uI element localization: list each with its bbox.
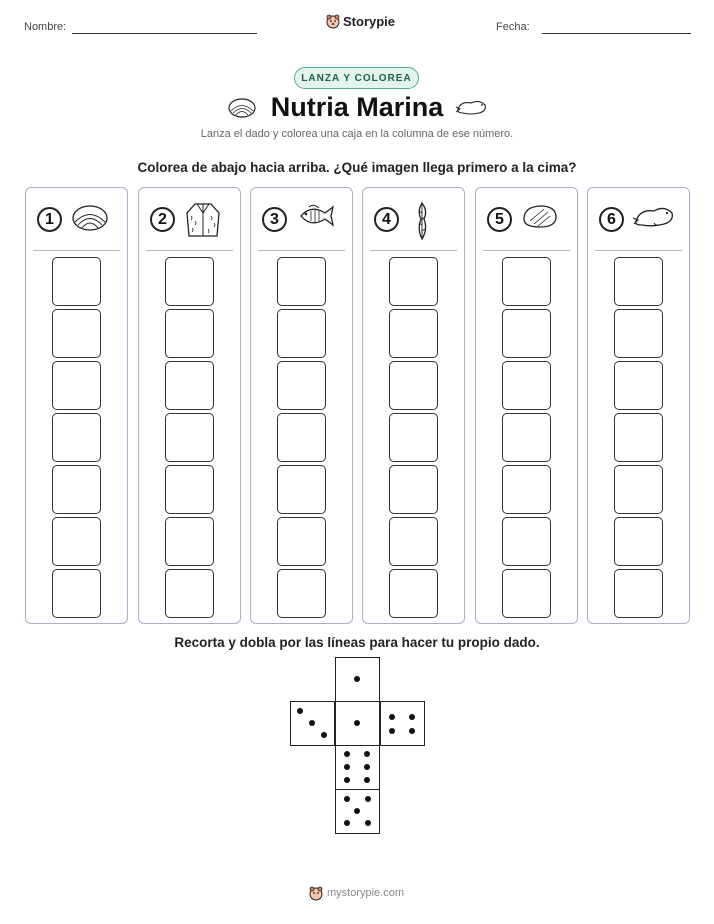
- die-pip: [365, 820, 371, 826]
- column-header: [26, 188, 127, 250]
- die-pip: [309, 720, 315, 726]
- color-box[interactable]: [277, 257, 326, 306]
- color-box[interactable]: [389, 413, 438, 462]
- box-stack: [277, 257, 326, 621]
- otter-logo-icon: [326, 13, 340, 29]
- column-3: [250, 187, 353, 624]
- column-divider: [483, 250, 570, 251]
- die-pip: [344, 777, 350, 783]
- one-dot-face: [335, 657, 380, 702]
- color-box[interactable]: [614, 361, 663, 410]
- name-label: Nombre:: [24, 21, 67, 33]
- die-pip: [344, 796, 350, 802]
- die-pip: [354, 676, 360, 682]
- column-2: [138, 187, 241, 624]
- color-box[interactable]: [165, 309, 214, 358]
- instruction-bottom: Recorta y dobla por las líneas para hacer tu propio dado.: [174, 635, 540, 650]
- clam-title-icon: [227, 96, 257, 120]
- color-box[interactable]: [389, 569, 438, 618]
- column-header: [588, 188, 689, 250]
- color-box[interactable]: [614, 517, 663, 566]
- six-dot-face: [335, 745, 380, 790]
- color-box[interactable]: [277, 309, 326, 358]
- die-pip: [389, 728, 395, 734]
- die-pip: [344, 820, 350, 826]
- color-box[interactable]: [165, 257, 214, 306]
- color-box[interactable]: [502, 257, 551, 306]
- box-stack: [52, 257, 101, 621]
- sea-otter-icon: [632, 201, 676, 238]
- color-box[interactable]: [389, 361, 438, 410]
- color-box[interactable]: [165, 569, 214, 618]
- column-number: 5: [487, 207, 512, 232]
- column-header: [476, 188, 577, 250]
- color-box[interactable]: [277, 517, 326, 566]
- clam-icon: [70, 201, 110, 240]
- color-box[interactable]: [389, 257, 438, 306]
- color-box[interactable]: [502, 517, 551, 566]
- sea-otter-title-icon: [455, 95, 489, 119]
- color-box[interactable]: [389, 309, 438, 358]
- footer-url: mystorypie.com: [327, 887, 405, 899]
- color-box[interactable]: [502, 569, 551, 618]
- color-box[interactable]: [165, 517, 214, 566]
- color-box[interactable]: [502, 309, 551, 358]
- column-5: [475, 187, 578, 624]
- color-box[interactable]: [614, 309, 663, 358]
- color-box[interactable]: [52, 361, 101, 410]
- die-pip: [344, 751, 350, 757]
- page-subtitle: Lanza el dado y colorea una caja en la columna de ese número.: [200, 128, 514, 140]
- die-pip: [297, 708, 303, 714]
- color-box[interactable]: [614, 413, 663, 462]
- color-box[interactable]: [52, 257, 101, 306]
- column-number: 3: [262, 207, 287, 232]
- color-box[interactable]: [389, 465, 438, 514]
- color-box[interactable]: [277, 361, 326, 410]
- column-number: 6: [599, 207, 624, 232]
- three-dot-face: [290, 701, 335, 746]
- column-number: 1: [37, 207, 62, 232]
- instruction-top: Colorea de abajo hacia arriba. ¿Qué imagen llega primero a la cima?: [137, 160, 577, 175]
- color-box[interactable]: [277, 569, 326, 618]
- date-line[interactable]: [542, 33, 691, 34]
- page-title: Nutria Marina: [270, 92, 444, 122]
- die-pip: [365, 796, 371, 802]
- color-box[interactable]: [502, 361, 551, 410]
- die-pip: [409, 714, 415, 720]
- die-pip: [409, 728, 415, 734]
- column-header: [139, 188, 240, 250]
- column-divider: [146, 250, 233, 251]
- color-box[interactable]: [277, 413, 326, 462]
- color-box[interactable]: [165, 413, 214, 462]
- color-box[interactable]: [614, 465, 663, 514]
- box-stack: [614, 257, 663, 621]
- box-stack: [389, 257, 438, 621]
- brand-logo: [326, 13, 395, 29]
- rock-icon: [520, 201, 560, 236]
- color-box[interactable]: [52, 465, 101, 514]
- column-1: [25, 187, 128, 624]
- color-box[interactable]: [52, 569, 101, 618]
- die-pip: [364, 764, 370, 770]
- color-box[interactable]: [502, 465, 551, 514]
- kelp-icon: [407, 201, 437, 246]
- die-pip: [321, 732, 327, 738]
- column-number: 4: [374, 207, 399, 232]
- die-pip: [364, 777, 370, 783]
- column-6: [587, 187, 690, 624]
- box-stack: [165, 257, 214, 621]
- column-header: [251, 188, 352, 250]
- die-pip: [354, 720, 360, 726]
- color-box[interactable]: [277, 465, 326, 514]
- footer: [309, 885, 404, 901]
- column-divider: [258, 250, 345, 251]
- column-divider: [33, 250, 120, 251]
- fish-icon: [295, 201, 335, 236]
- activity-badge: LANZA Y COLOREA: [294, 67, 419, 89]
- five-dot-face: [335, 789, 380, 834]
- date-label: Fecha:: [496, 21, 530, 33]
- color-box[interactable]: [165, 361, 214, 410]
- column-divider: [370, 250, 457, 251]
- column-divider: [595, 250, 682, 251]
- four-dot-face: [380, 701, 425, 746]
- die-pip: [344, 764, 350, 770]
- die-pip: [354, 808, 360, 814]
- color-box[interactable]: [52, 517, 101, 566]
- color-box[interactable]: [52, 309, 101, 358]
- color-box[interactable]: [614, 569, 663, 618]
- column-4: [362, 187, 465, 624]
- color-box[interactable]: [52, 413, 101, 462]
- die-pip: [389, 714, 395, 720]
- color-box[interactable]: [389, 517, 438, 566]
- column-header: [363, 188, 464, 250]
- die-pip: [364, 751, 370, 757]
- box-stack: [502, 257, 551, 621]
- color-box[interactable]: [165, 465, 214, 514]
- color-box[interactable]: [614, 257, 663, 306]
- otter-logo-icon: [309, 885, 323, 901]
- name-line[interactable]: [72, 33, 257, 34]
- one-dot-face: [335, 701, 380, 746]
- color-box[interactable]: [502, 413, 551, 462]
- fur-coat-icon: [183, 201, 223, 244]
- brand-name: Storypie: [343, 13, 396, 29]
- column-number: 2: [150, 207, 175, 232]
